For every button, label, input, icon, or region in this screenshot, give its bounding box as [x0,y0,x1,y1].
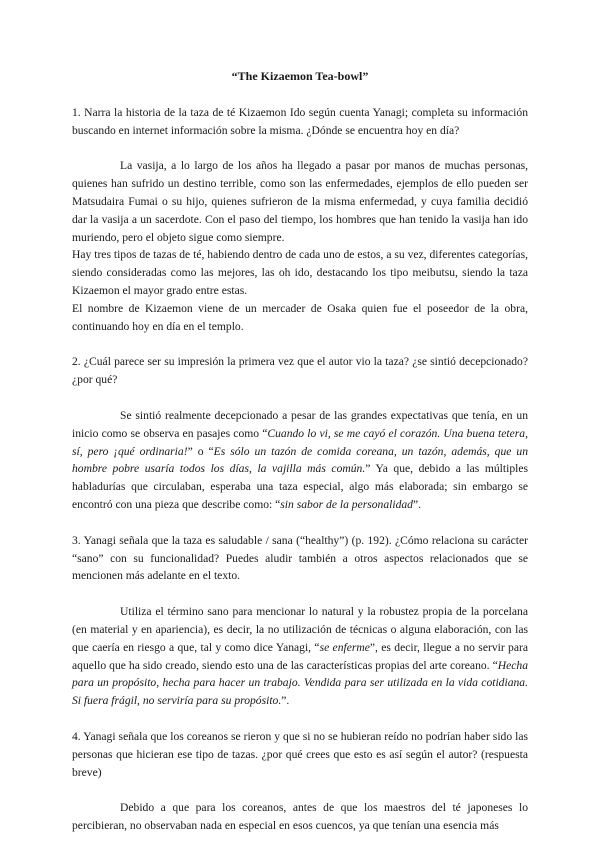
answer-3-text-a: Utiliza el término sano para mencionar lo natural y la robustez propia de la porcelana (en material y en apariencia), es decir, la no utilización de técnicas o alguna elaboración, con las que caería en riesgo a que, tal y como dice Yanagi, “ [72,605,528,654]
answer-3-text-b: ”, es decir, llegue a no servir para aquello que ha sido creado, siendo esto una de las características propias del arte coreano. “ [72,640,528,672]
answer-1-paragraph-3: El nombre de Kizaemon viene de un mercader de Osaka quien fue el poseedor de la obra, continuando hoy en día en el templo. [72,301,528,333]
answer-2-quote-2: Es sólo un tazón de comida coreana, un tazón, además, que un hombre pobre usaría todos los días, la vajilla más común. [72,444,528,476]
answer-1-paragraph-2: Hay tres tipos de tazas de té, habiendo dentro de cada uno de estos, a su vez, diferentes categorías, siendo consideradas como las mejores, las oh ido, destacando los tipo meibutsu, siendo la taza Kizaemon el mayor grado entre estas. [72,248,528,297]
answer-3 [72,603,528,710]
answer-2 [72,407,528,514]
answer-2-text-a: Se sintió realmente decepcionado a pesar de las grandes expectativas que tenía, en un inicio como se observa en pasajes como “ [72,408,528,440]
answer-3-quote-2: Hecha para un propósito, hecha para hacer un trabajo. Vendida para ser utilizada en la vida cotidiana. Si fuera frágil, no serviría para su propósito. [72,658,528,708]
question-3: 3. Yanagi señala que la taza es saludable / sana (“healthy”) (p. 192). ¿Cómo relaciona su carácter “sano” con su funcionalidad? Puedes aludir también a otros aspectos relacionados que se mencionen más adelante en el texto. [72,533,528,583]
answer-4: Debido a que para los coreanos, antes de que los maestros del té japoneses lo percibieran, no observaban nada en especial en esos cuencos, ya que tenían una esencia más [72,801,528,833]
answer-1-paragraph-1: La vasija, a lo largo de los años ha llegado a pasar por manos de muchas personas, quienes han sufrido un destino terrible, como son las enfermedades, ejemplos de ello pueden ser Matsudaira Fumai o su hijo, quienes sufrieron de la misma enfermedad, y cuya familia decidió dar la vasija a un sacerdote. Con el paso del tiempo, los hombres que han tenido la vasija han ido muriendo, pero el objeto sigue como siempre. [72,159,528,244]
document-title: “The Kizaemon Tea-bowl” [231,69,369,83]
question-2: 2. ¿Cuál parece ser su impresión la primera vez que el autor vio la taza? ¿se sintió decepcionado? ¿por qué? [72,355,528,387]
answer-3-quote-1: se enferme [319,640,370,654]
answer-2-text-d: ”. [412,497,422,511]
answer-2-quote-1: Cuando lo vi, se me cayó el corazón. Una buena tetera, sí, pero ¡qué ordinaria! [72,426,528,458]
answer-3-text-c: ”. [281,694,290,708]
answer-2-text-c: ” Ya que, debido a las múltiples habladurías que circulaban, esperaba una taza especial, algo más elaborada; sin embargo se encontró con una pieza que describe como: “ [72,462,528,511]
answer-2-quote-3: sin sabor de la personalidad [280,497,413,511]
question-4: 4. Yanagi señala que los coreanos se rieron y que si no se hubieran reído no podrían haber sido las personas que hicieran ese tipo de tazas. ¿por qué crees que esto es así según el autor? (respuesta breve) [72,729,528,779]
question-1: 1. Narra la historia de la taza de té Kizaemon Ido según cuenta Yanagi; completa su información buscando en internet información sobre la misma. ¿Dónde se encuentra hoy en día? [72,105,528,137]
answer-2-text-b: ” o “ [187,444,214,458]
